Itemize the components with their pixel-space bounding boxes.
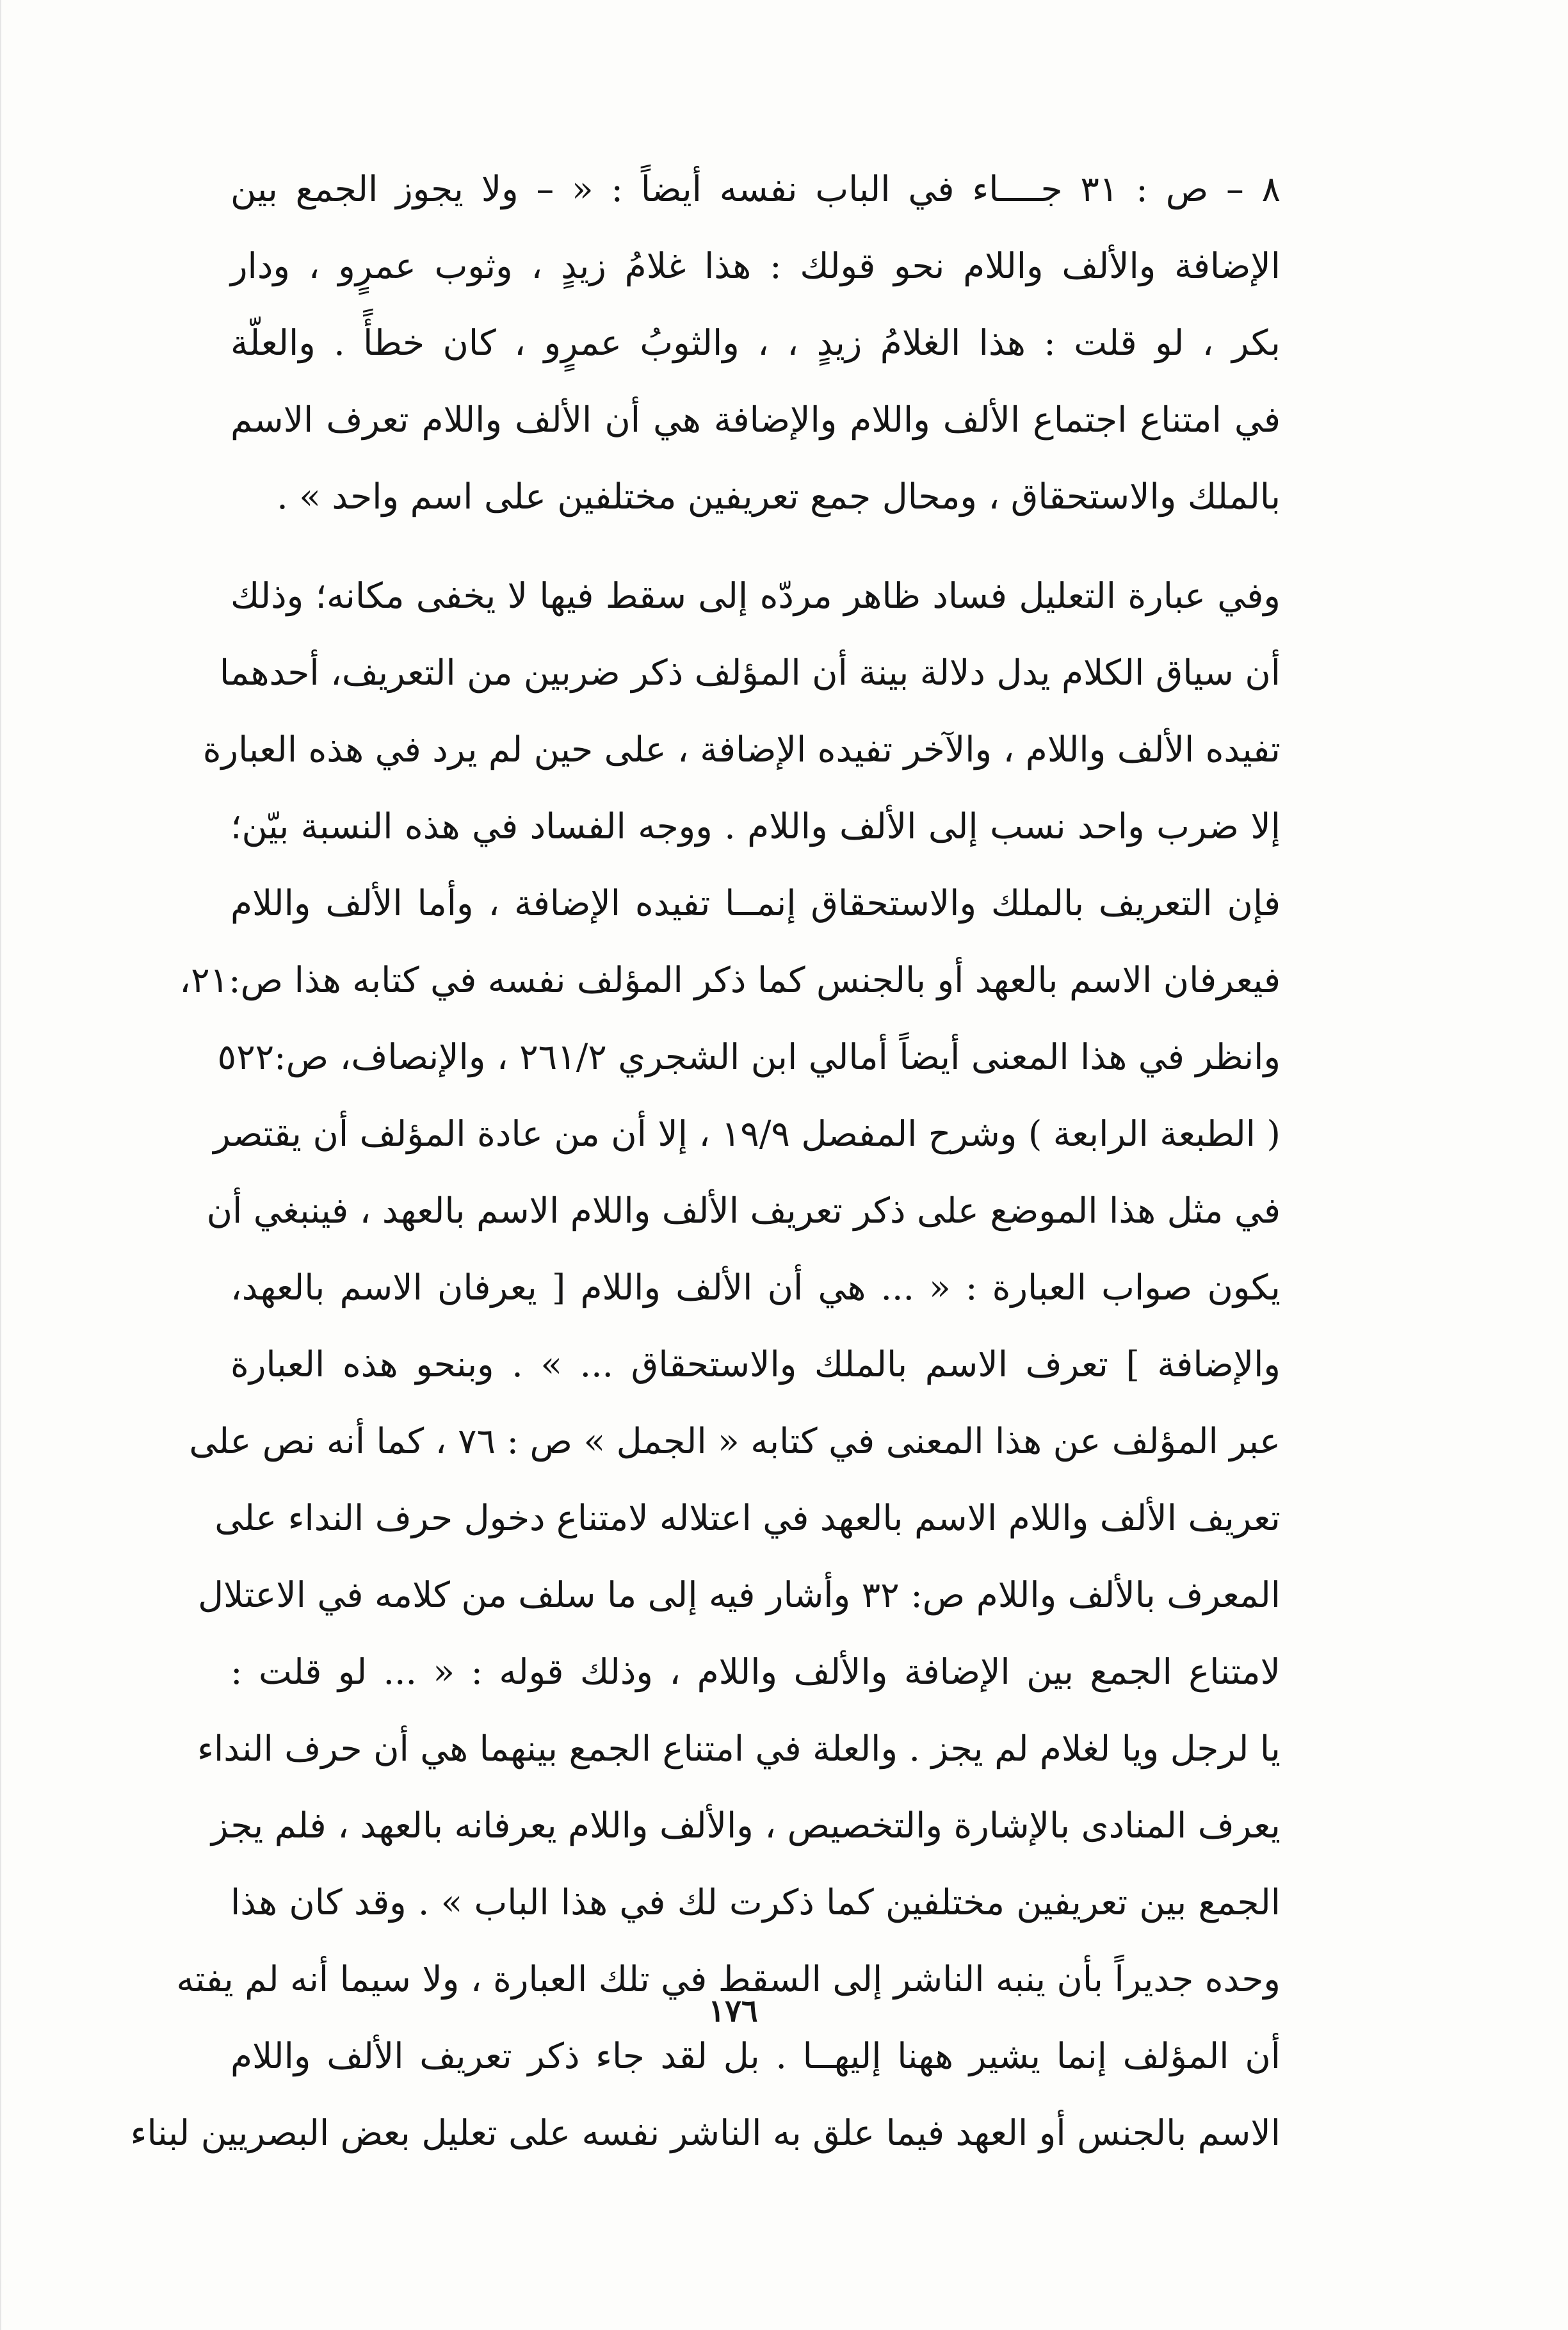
body-text <box>130 168 1281 2192</box>
text-line: ٨ – ص : ٣١ جــــاء في الباب نفسه أيضاً : « – ولا يجوز الجمع بين <box>230 168 1281 209</box>
text-line: يا لرجل ويا لغلام لم يجز . والعلة في امتناع الجمع بينهما هي أن حرف النداء <box>197 1728 1281 1769</box>
text-line: يكون صواب العبارة : « ... هي أن الألف واللام [ يعرفان الاسم بالعهد، <box>230 1267 1281 1308</box>
text-line: في امتناع اجتماع الألف واللام والإضافة هي أن الألف واللام تعرف الاسم <box>230 399 1281 440</box>
paragraph-commentary <box>130 575 1281 2192</box>
text-line: فيعرفان الاسم بالعهد أو بالجنس كما ذكر المؤلف نفسه في كتابه هذا ص:٢١، <box>179 959 1281 1000</box>
text-line: إلا ضرب واحد نسب إلى الألف واللام . ووجه الفساد في هذه النسبة بيّن؛ <box>230 806 1281 847</box>
text-line: بكر ، لو قلت : هذا الغلامُ زيدٍ ، ، والثوبُ عمرٍو ، كان خطأً . والعلّة <box>230 322 1281 363</box>
text-line: وفي عبارة التعليل فساد ظاهر مردّه إلى سقط فيها لا يخفى مكانه؛ وذلك <box>230 575 1281 616</box>
page-number: ١٧٦ <box>708 1993 758 2029</box>
text-line: الاسم بالجنس أو العهد فيما علق به الناشر نفسه على تعليل بعض البصريين لبناء <box>130 2112 1281 2153</box>
text-line: المعرف بالألف واللام ص: ٣٢ وأشار فيه إلى ما سلف من كلامه في الاعتلال <box>198 1574 1281 1615</box>
text-line: ( الطبعة الرابعة ) وشرح المفصل ١٩/٩ ، إلا أن من عادة المؤلف أن يقتصر <box>213 1113 1281 1154</box>
text-line: عبر المؤلف عن هذا المعنى في كتابه « الجمل » ص : ٧٦ ، كما أنه نص على <box>189 1421 1281 1462</box>
text-line: والإضافة ] تعرف الاسم بالملك والاستحقاق ... » . وبنحو هذه العبارة <box>230 1344 1281 1385</box>
text-line: الإضافة والألف واللام نحو قولك : هذا غلامُ زيدٍ ، وثوب عمرٍو ، ودار <box>230 245 1281 286</box>
text-line: وانظر في هذا المعنى أيضاً أمالي ابن الشجري ٢٦١/٢ ، والإنصاف، ص:٥٢٢ <box>217 1036 1281 1077</box>
text-line: الجمع بين تعريفين مختلفين كما ذكرت لك في هذا الباب » . وقد كان هذا <box>230 1882 1281 1923</box>
text-line: فإن التعريف بالملك والاستحقاق إنمــا تفيده الإضافة ، وأما الألف واللام <box>230 883 1281 924</box>
text-line: تفيده الألف واللام ، والآخر تفيده الإضافة ، على حين لم يرد في هذه العبارة <box>202 729 1281 770</box>
text-line: أن المؤلف إنما يشير ههنا إليهــا . بل لقد جاء ذكر تعريف الألف واللام <box>230 2035 1281 2076</box>
text-line: تعريف الألف واللام الاسم بالعهد في اعتلاله لامتناع دخول حرف النداء على <box>214 1497 1281 1538</box>
text-line: يعرف المنادى بالإشارة والتخصيص ، والألف واللام يعرفانه بالعهد ، فلم يجز <box>211 1805 1281 1846</box>
text-line: أن سياق الكلام يدل دلالة بينة أن المؤلف ذكر ضربين من التعريف، أحدهما <box>219 652 1281 693</box>
paragraph-note-8 <box>230 168 1281 556</box>
text-line: وحده جديراً بأن ينبه الناشر إلى السقط في تلك العبارة ، ولا سيما أنه لم يفته <box>176 1959 1281 2000</box>
text-line: بالملك والاستحقاق ، ومحال جمع تعريفين مختلفين على اسم واحد » . <box>277 476 1281 517</box>
text-line: لامتناع الجمع بين الإضافة والألف واللام ، وذلك قوله : « ... لو قلت : <box>230 1651 1281 1692</box>
text-line: في مثل هذا الموضع على ذكر تعريف الألف واللام الاسم بالعهد ، فينبغي أن <box>206 1190 1281 1231</box>
scan-edge <box>0 0 1 2330</box>
